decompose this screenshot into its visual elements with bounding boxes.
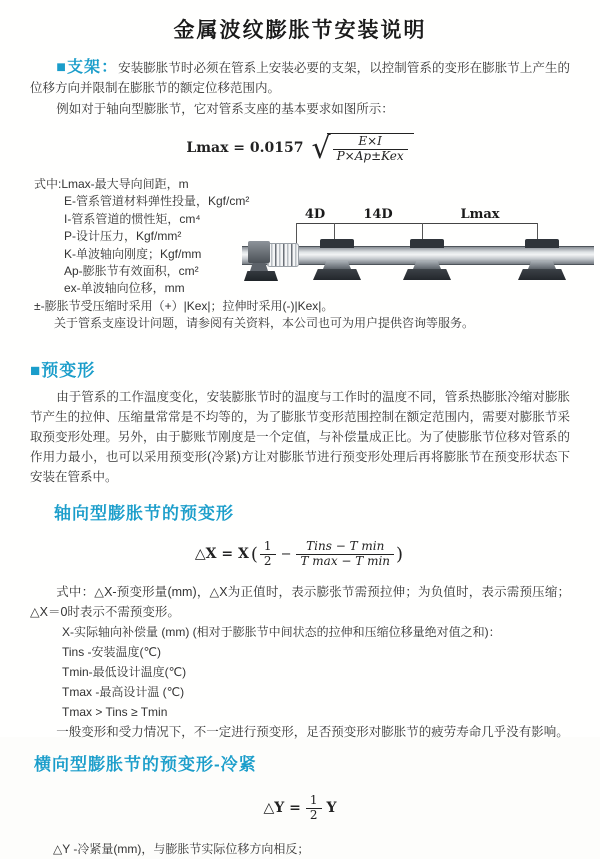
support-cap [525,239,559,248]
lmax-fraction-denominator: P×Ap±Kex [333,149,408,164]
radical-sign-icon: √ [311,130,331,166]
pipe-support-diagram [242,206,594,302]
dimension-label-14d: 14D [363,207,393,222]
temp-inequality: Tmax > Tins ≥ Tmin [62,705,168,719]
definition-line: P-设计压力，Kgf/mm² [64,229,182,244]
dimension-tick [296,223,297,245]
lmax-fraction [333,135,408,164]
half-denominator: 2 [260,554,276,569]
transverse-subheading: 横向型膨胀节的预变形-冷紧 [34,755,257,774]
predeform-section-heading: ■预变形 [30,361,96,380]
support-base [313,269,361,280]
predeform-paragraph: 由于管系的工作温度变化，安装膨胀节时的温度与工作时的温度不同，管系热膨胀冷缩对膨胀节产生的拉伸、压缩量常常是不均等的，为了膨胀节变形范围控制在额定范围内，需要对膨胀节采取预变形处理。另外，由于膨账节刚度是一个定值，与补偿量成正比。为了使膨胀节位移对管系的作用力最小，也可以采用预变形(冷紧)方让对膨胀节进行预变形处理后再将膨胀节在预变形状态下安装在管系中。 [30,390,570,484]
support-section-heading: ■支架： [56,59,119,76]
definition-line: E-管系管道材料弹性投量，Kgf/cm² [64,194,250,209]
sqrt-content [327,133,414,164]
page-title: 金属波纹膨胀节安装说明 [173,19,427,42]
open-paren: ( [250,543,258,565]
delta-y-formula [30,791,570,825]
guide-support [518,239,566,281]
guide-support [313,239,361,281]
axial-subheading: 轴向型膨胀节的预变形 [54,504,234,523]
support-cap [320,239,354,248]
definition-line: 关于管系支座设计问题，请参阅有关资料，本公司也可为用户提供咨询等服务。 [54,316,475,331]
support-saddle [528,261,556,269]
one-half-fraction [260,540,276,569]
half-numerator: 1 [309,792,318,807]
definition-line: Ap-膨胀节有效面积，cm² [64,264,199,279]
close-paren: ) [396,543,404,565]
temp-definition: Tmax -最高设计温 (℃) [62,685,185,699]
definition-line: ex-单波轴向位移，mm [64,281,185,296]
dimension-label-lmax: Lmax [460,207,500,222]
definition-line: I-管系管道的惯性矩，cm⁴ [64,211,201,226]
support-base [403,269,451,280]
support-cap [410,239,444,248]
support-base [518,269,566,280]
delta-y-lhs: △Y = [263,800,301,816]
support-paragraph-1-text: 安装膨胀节时必须在管系上安装必要的支架，以控制管系的变形在膨胀节上产生的位移方向并限制在膨胀节的额定位移范围内。 [30,61,570,95]
x-definition: X-实际轴向补偿量 (mm) (相对于膨胀节中间状态的拉伸和压缩位移量绝对值之和)： [62,625,501,639]
support-paragraph-2: 例如对于轴向型膨胀节，它对管系支座的基本要求如图所示： [56,102,394,116]
temp-fraction-denominator: T max − T min [296,554,394,569]
minus-sign: − [280,546,292,562]
axial-note: 一般变形和受力情况下，不一定进行预变形，足否预变形对膨胀节的疲劳寿命几乎没有影响。 [56,725,569,739]
temp-fraction-numerator: Tins − T min [306,538,385,553]
anchor-block [248,241,270,263]
lmax-formula-lhs: Lmax = 0.0157 [186,140,304,156]
anchor-pedestal [250,263,268,271]
dimension-line [296,223,537,224]
support-paragraph-1 [30,58,570,98]
temp-definition: Tins -安装温度(℃) [62,645,162,659]
anchor-support [244,241,278,285]
delta-x-lhs: △X = X [194,546,249,562]
anchor-base [244,271,278,281]
definition-line: 式中:Lmax-最大导向间距，m [34,177,189,191]
one-half-fraction [306,794,322,823]
y-definition: △Y -冷紧量(mm)，与膨胀节实际位移方向相反； [53,842,310,856]
temp-definition: Tmin-最低设计温度(℃) [62,665,187,679]
sqrt-radical [311,130,413,166]
support-saddle [413,261,441,269]
guide-support [403,239,451,281]
lmax-fraction-numerator: E×I [358,133,382,148]
delta-y-rhs: Y [326,800,337,816]
lmax-formula [30,128,570,168]
definitions-and-diagram [30,176,570,342]
support-saddle [323,261,351,269]
half-numerator: 1 [263,538,272,553]
delta-x-formula [30,536,570,572]
temperature-fraction [296,540,394,569]
axial-explanation: 式中：△X-预变形量(mm)，△X为正值时，表示膨张节需预拉伸；为负值时，表示需预压缩；△X＝0时表示不需预变形。 [30,585,570,619]
dimension-label-4d: 4D [304,207,326,222]
half-denominator: 2 [306,808,322,823]
definition-line: ±-膨胀节受压缩时采用（+）|Kex|；拉伸时采用(-)|Kex|。 [34,298,334,313]
definition-line: K-单波轴向刚度；Kgf/mm [64,246,202,261]
